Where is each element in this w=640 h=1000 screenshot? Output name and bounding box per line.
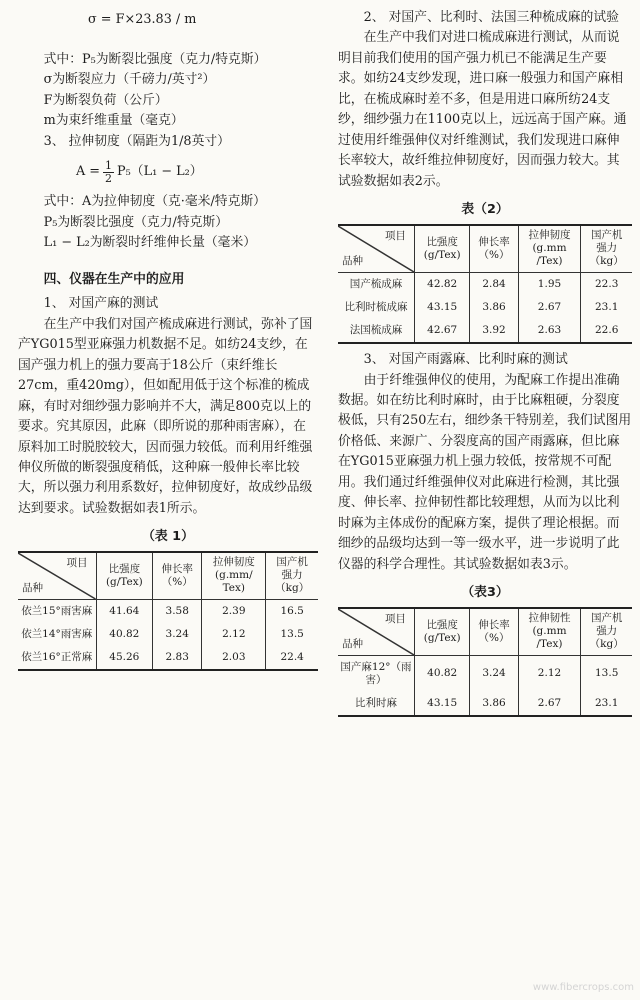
table-cell: 22.4 bbox=[266, 646, 318, 670]
row-variety-name: 法国梳成麻 bbox=[349, 323, 403, 336]
table-cell: 43.15 bbox=[414, 692, 470, 716]
column-header: 比强度 (g/Tex) bbox=[414, 225, 470, 273]
table-row bbox=[338, 319, 632, 343]
column-header: 比强度 (g/Tex) bbox=[96, 552, 153, 600]
item3-title: 3、 拉伸韧度（隔距为1/8英寸） bbox=[43, 133, 230, 149]
formula-sigma bbox=[18, 10, 318, 50]
table-cell: 3.86 bbox=[470, 692, 518, 716]
table-row bbox=[18, 599, 318, 623]
row-variety-name: 依兰16°正常麻 bbox=[21, 651, 93, 664]
column-header: 比强度 (g/Tex) bbox=[414, 608, 470, 656]
formula-toughness bbox=[18, 152, 318, 192]
row-variety-name: 比利时梳成麻 bbox=[344, 300, 408, 313]
column-header: 国产机 强力 （kg） bbox=[581, 225, 632, 273]
formula-rhs: P₅（L₁ − L₂） bbox=[117, 164, 203, 180]
table-cell: 23.1 bbox=[581, 296, 632, 319]
definition-line: P₅为断裂比强度（克力/特克斯） bbox=[43, 214, 229, 230]
formula-lhs: A = bbox=[76, 164, 101, 180]
table-cell: 23.1 bbox=[581, 692, 632, 716]
table-corner-cell bbox=[338, 608, 414, 656]
table-row bbox=[18, 623, 318, 646]
table-cell: 2.03 bbox=[202, 646, 266, 670]
table2-caption: 表（2） bbox=[461, 202, 509, 218]
table1-caption: （表 1） bbox=[142, 529, 194, 545]
table-cell: 2.67 bbox=[518, 692, 581, 716]
definition-line: F为断裂负荷（公斤） bbox=[43, 92, 168, 108]
subsection-title: 3、 对国产雨露麻、比利时麻的测试 bbox=[363, 352, 568, 368]
table-corner-cell bbox=[18, 552, 96, 600]
table-cell: 3.58 bbox=[153, 599, 202, 623]
table-cell: 13.5 bbox=[581, 655, 632, 692]
table-cell: 3.86 bbox=[470, 296, 518, 319]
table-cell: 16.5 bbox=[266, 599, 318, 623]
corner-bottom-label: 品种 bbox=[342, 637, 363, 650]
table3-caption: （表3） bbox=[461, 585, 509, 601]
table-cell: 3.24 bbox=[153, 623, 202, 646]
section-title: 四、仪器在生产中的应用 bbox=[43, 271, 185, 287]
formula-sigma-text: σ = F×23.83 / m bbox=[88, 12, 197, 27]
paragraph: 在生产中我们对国产梳成麻进行测试，弥补了国产YG015型亚麻强力机数据不足。如纺24支纱，在国产强力机上的强力要高于18公斤（束纤维长27cm，重420mg），但如配用低于这个标准的梳成麻，有时对细纱强力影响并不大，满足800克以上的要求。究其原因，此麻（即所说的那种雨害麻），在原料加工时脱胶较大，因而强力较低。而利用纤维强伸仪所做的断裂强度稍低，这种麻一般伸长率比较大，所以强力利用系数好，拉伸韧度好，故成纱品级达到要求。试验数据如表1所示。 bbox=[18, 316, 313, 516]
table-cell: 3.92 bbox=[470, 319, 518, 343]
column-header: 伸长率 （%） bbox=[470, 225, 518, 273]
table-1 bbox=[18, 551, 318, 671]
table-cell: 22.6 bbox=[581, 319, 632, 343]
table-cell: 41.64 bbox=[96, 599, 153, 623]
table-row bbox=[338, 296, 632, 319]
right-column bbox=[338, 0, 632, 717]
table-cell: 45.26 bbox=[96, 646, 153, 670]
corner-bottom-label: 品种 bbox=[342, 254, 363, 267]
table-cell: 42.82 bbox=[414, 272, 470, 296]
table-cell: 3.24 bbox=[470, 655, 518, 692]
subsection-title: 2、 对国产、比利时、法国三种梳成麻的试验 bbox=[363, 10, 619, 25]
column-header: 伸长率 （%） bbox=[470, 608, 518, 656]
fraction-numerator: 1 bbox=[105, 158, 113, 172]
column-header: 国产机 强力 （kg） bbox=[266, 552, 318, 600]
definition-line: L₁ − L₂为断裂时纤维伸长量（毫米） bbox=[43, 235, 257, 251]
subsection-title: 1、 对国产麻的测试 bbox=[43, 296, 159, 312]
table-cell: 2.12 bbox=[518, 655, 581, 692]
table-cell: 2.63 bbox=[518, 319, 581, 343]
table-cell: 42.67 bbox=[414, 319, 470, 343]
left-column bbox=[18, 0, 318, 671]
definition-line: 式中：A为拉伸韧度（克·毫米/特克斯） bbox=[43, 194, 266, 210]
corner-top-label: 项目 bbox=[384, 229, 406, 242]
definition-line: 式中：P₅为断裂比强度（克力/特克斯） bbox=[43, 52, 267, 67]
table-row bbox=[338, 655, 632, 692]
row-variety-name: 依兰15°雨害麻 bbox=[21, 604, 93, 617]
watermark: www.fibercrops.com bbox=[532, 982, 634, 993]
corner-bottom-label: 品种 bbox=[22, 581, 43, 594]
column-header: 拉伸韧度 (g.mm /Tex) bbox=[518, 225, 581, 273]
definition-line: m为束纤维重量（毫克） bbox=[43, 113, 184, 129]
table-cell: 1.95 bbox=[518, 272, 581, 296]
table-cell: 22.3 bbox=[581, 272, 632, 296]
row-variety-name: 国产麻12°（雨害） bbox=[340, 660, 412, 686]
row-variety-name: 依兰14°雨害麻 bbox=[21, 627, 93, 640]
table-row bbox=[338, 692, 632, 716]
table-row bbox=[18, 646, 318, 670]
table-corner-cell bbox=[338, 225, 414, 273]
table-cell: 2.67 bbox=[518, 296, 581, 319]
paragraph: 在生产中我们对进口梳成麻进行测试，从而说明目前我们使用的国产强力机已不能满足生产要求。如纺24支纱发现，进口麻一般强力和国产麻相比，在梳成麻时差不多，但是用进口麻所纺24支纱，细纱强力在1100克以上，远远高于国产麻。通过使用纤维强伸仪对纤维测试，我们发现进口麻伸长率较大，故纤维拉伸韧度好，因而强力较大。其试验数据如表2示。 bbox=[338, 30, 627, 189]
table-cell: 13.5 bbox=[266, 623, 318, 646]
table-3 bbox=[338, 607, 632, 717]
formula-fraction bbox=[103, 160, 114, 185]
table-cell: 40.82 bbox=[96, 623, 153, 646]
column-header: 国产机 强力 （kg） bbox=[581, 608, 632, 656]
table-cell: 40.82 bbox=[414, 655, 470, 692]
corner-top-label: 项目 bbox=[384, 612, 406, 625]
corner-top-label: 项目 bbox=[66, 556, 88, 569]
table-2 bbox=[338, 224, 632, 344]
column-header: 拉伸韧度 (g.mm/ Tex) bbox=[202, 552, 266, 600]
table-cell: 2.84 bbox=[470, 272, 518, 296]
definition-line: σ为断裂应力（千磅力/英寸²） bbox=[43, 72, 216, 88]
column-header: 拉伸韧性 (g.mm /Tex) bbox=[518, 608, 581, 656]
table-row bbox=[338, 272, 632, 296]
column-header: 伸长率 （%） bbox=[153, 552, 202, 600]
table-cell: 2.83 bbox=[153, 646, 202, 670]
row-variety-name: 比利时麻 bbox=[354, 696, 397, 709]
table-cell: 43.15 bbox=[414, 296, 470, 319]
fraction-denominator: 2 bbox=[105, 171, 113, 185]
row-variety-name: 国产梳成麻 bbox=[349, 277, 403, 290]
table-cell: 2.39 bbox=[202, 599, 266, 623]
table-cell: 2.12 bbox=[202, 623, 266, 646]
paragraph: 由于纤维强伸仪的使用，为配麻工作提出准确数据。如在纺比利时麻时，由于比麻粗硬，分裂度极低，只有250左右，细纱条干特别差，我们试图用价格低、来源广、分裂度高的国产雨露麻，但比麻在YG015亚麻强力机上强力较低，按常规不可配用。我们通过纤维强伸仪对此麻进行检测，其比强度、伸长率、拉伸韧性都比较理想，从而为以比利时麻为主体成份的配麻方案，提供了理论根据。而细纱的品级均达到一等一级水平，进一步说明了此仪器的科学合理性。其试验数据如表3示。 bbox=[338, 372, 632, 572]
